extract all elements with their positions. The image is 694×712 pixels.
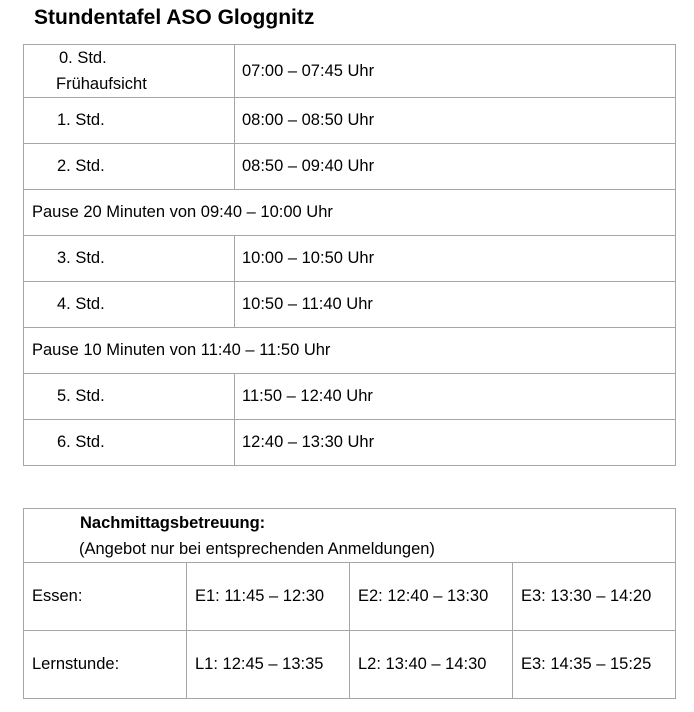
- pause-cell: Pause 20 Minuten von 09:40 – 10:00 Uhr: [24, 190, 676, 236]
- slot-cell: E1: 11:45 – 12:30: [187, 563, 350, 631]
- lesson-cell: 2. Std.: [24, 144, 235, 190]
- time-cell: 10:00 – 10:50 Uhr: [235, 236, 676, 282]
- table-row: [24, 45, 676, 98]
- table-row: [24, 144, 676, 190]
- afternoon-note: (Angebot nur bei entsprechenden Anmeldungen): [79, 539, 435, 558]
- table-row: [24, 236, 676, 282]
- afternoon-header-row: [24, 509, 676, 563]
- table-row: [24, 420, 676, 466]
- afternoon-header-cell: [24, 509, 676, 563]
- lesson-cell: 1. Std.: [24, 98, 235, 144]
- table-row: [24, 374, 676, 420]
- time-cell: 08:50 – 09:40 Uhr: [235, 144, 676, 190]
- time-cell: 08:00 – 08:50 Uhr: [235, 98, 676, 144]
- slot-cell: L1: 12:45 – 13:35: [187, 631, 350, 699]
- row-label: Lernstunde:: [24, 631, 187, 699]
- pause-row: [24, 190, 676, 236]
- pause-row: [24, 328, 676, 374]
- slot-cell: E3: 14:35 – 15:25: [513, 631, 676, 699]
- table-row: [24, 631, 676, 699]
- afternoon-heading: Nachmittagsbetreuung:: [80, 513, 266, 532]
- table-row: [24, 282, 676, 328]
- row-label: Essen:: [24, 563, 187, 631]
- table-row: [24, 98, 676, 144]
- schedule-table: [23, 44, 676, 466]
- lesson-cell: 4. Std.: [24, 282, 235, 328]
- time-cell: 12:40 – 13:30 Uhr: [235, 420, 676, 466]
- table-row: [24, 563, 676, 631]
- afternoon-care-table: [23, 508, 676, 699]
- lesson-cell: 5. Std.: [24, 374, 235, 420]
- pause-cell: Pause 10 Minuten von 11:40 – 11:50 Uhr: [24, 328, 676, 374]
- lesson-sublabel: Frühaufsicht: [56, 75, 147, 93]
- lesson-cell: 3. Std.: [24, 236, 235, 282]
- time-cell: 10:50 – 11:40 Uhr: [235, 282, 676, 328]
- slot-cell: L2: 13:40 – 14:30: [350, 631, 513, 699]
- slot-cell: E2: 12:40 – 13:30: [350, 563, 513, 631]
- slot-cell: E3: 13:30 – 14:20: [513, 563, 676, 631]
- lesson-cell: 6. Std.: [24, 420, 235, 466]
- time-cell: 11:50 – 12:40 Uhr: [235, 374, 676, 420]
- page-title: Stundentafel ASO Gloggnitz: [34, 6, 315, 29]
- time-cell: 07:00 – 07:45 Uhr: [235, 45, 676, 98]
- lesson-cell: [24, 45, 235, 98]
- lesson-label: 0. Std.: [59, 49, 107, 67]
